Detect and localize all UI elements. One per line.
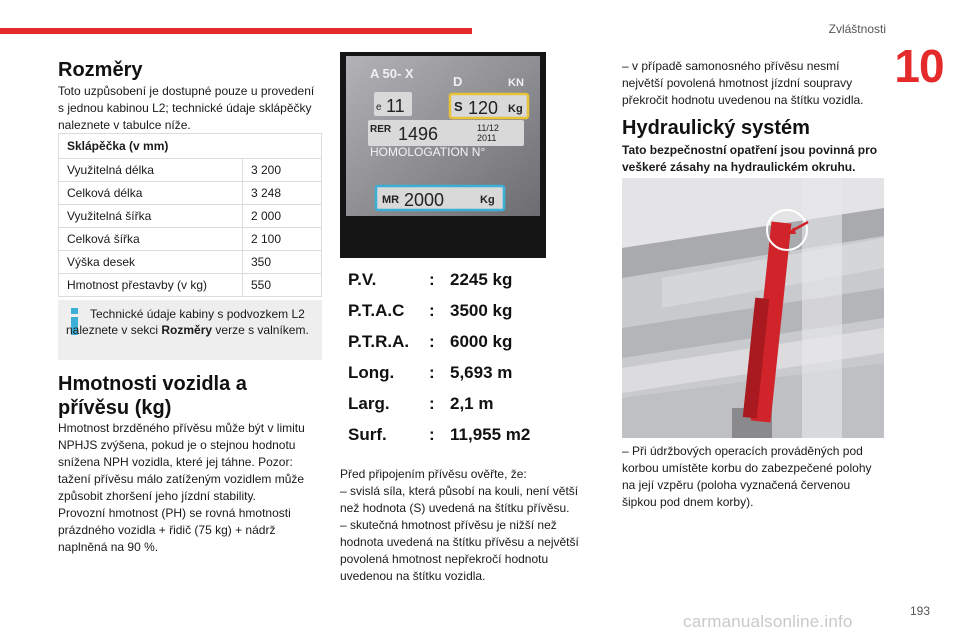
spec-label: Larg. [348,394,390,413]
row-value: 550 [243,274,322,297]
masses-paragraph: Hmotnost brzděného přívěsu může být v limitu NPHJS zvýšena, pokud je o stejnou hodnotu snížena NPH vozidla, které jej táhne. Pozor: tažení přívěsu málo zatíženým vozidlem může způsobit zhoršení jeho jízdní stability. [58,421,305,503]
plate-a-label: A 50- X [370,66,414,81]
vehicle-plate-photo [340,52,546,258]
dimensions-intro: Toto uzpůsobení je dostupné pouze u provedení s jednou kabinou L2; technické údaje sklápěčky naleznete v tabulce níže. [58,84,315,132]
info-text-part: Technické údaje kabiny s podvozkem L2 naleznete v sekci [66,307,305,337]
spec-row [348,425,578,456]
header-red-bar [0,28,472,34]
spec-label: P.V. [348,270,377,289]
chapter-number: 10 [894,40,944,92]
table-header-row [59,134,322,159]
table-row [59,159,322,182]
spec-label: P.T.R.A. [348,332,410,351]
row-value: 350 [243,251,322,274]
table-row [59,274,322,297]
row-value: 2 000 [243,205,322,228]
row-value: 3 248 [243,182,322,205]
section-title: Zvláštnosti [828,22,886,36]
masses-paragraph: Provozní hmotnost (PH) se rovná hmotnosti prázdného vozidla + řidič (75 kg) + nádrž naplněná na 90 %. [58,506,291,554]
plate-kg-label: Kg [508,103,523,115]
vehicle-spec-list [348,270,578,456]
spec-row [348,363,578,394]
table-row [59,182,322,205]
page-number: 193 [909,604,930,618]
dimensions-heading: Rozměry [58,59,143,81]
maintenance-note: – Při údržbových operacích prováděných pod korbou umístěte korbu do zabezpečené polohy na její vzpěru (poloha vyznačená červenou šipkou pod dnem korby). [622,444,872,509]
table-row [59,228,322,251]
spec-row [348,394,578,425]
plate-s-value: 120 [468,98,499,118]
info-text-part: verze s valníkem. [212,323,309,337]
spec-row [348,270,578,301]
check-item: – skutečná hmotnost přívěsu je nižší než hodnota uvedená na štítku přívěsu a největší povolená hmotnost nepřekročí hodnotu uvedenou na štítku vozidla. [340,518,579,583]
info-box [58,300,322,360]
plate-e-label: e [376,102,382,113]
spec-value: 2245 kg [450,270,513,289]
tipper-strut-photo [622,178,884,438]
masses-text [58,420,322,556]
plate-date-bottom: 2011 [477,133,497,143]
hydraulic-heading: Hydraulický systém [622,117,810,139]
spec-colon: : [429,332,435,351]
spec-label: Surf. [348,425,387,444]
plate-mr-value: 2000 [404,190,445,210]
hydraulic-warning: Tato bezpečnostní opatření jsou povinná pro veškeré zásahy na hydraulickém okruhu. [622,143,878,174]
spec-value: 3500 kg [450,301,513,320]
plate-mr-kg: Kg [480,194,495,206]
watermark: carmanualsonline.info [683,612,853,631]
spec-row [348,332,578,363]
spec-colon: : [429,363,435,382]
dimensions-table [58,133,322,297]
row-label: Celková šířka [59,228,243,251]
trailer-note: – v případě samonosného přívěsu nesmí největší povolená hmotnost jízdní soupravy překročit hodnotu uvedenou na štítku vozidla. [622,59,864,107]
plate-mr-label: MR [382,194,400,206]
table-row [59,205,322,228]
table-row [59,251,322,274]
spec-value: 6000 kg [450,332,513,351]
spec-value: 2,1 m [450,394,494,413]
spec-colon: : [429,425,435,444]
table-header: Sklápěčka (v mm) [59,134,322,159]
row-label: Výška desek [59,251,243,274]
row-label: Využitelná šířka [59,205,243,228]
plate-date-top: 11/12 [477,123,499,133]
plate-s-label: S [454,99,463,114]
row-label: Využitelná délka [59,159,243,182]
info-text [66,306,314,338]
spec-row [348,301,578,332]
check-intro: Před připojením přívěsu ověřte, že: [340,467,527,481]
row-label: Celková délka [59,182,243,205]
masses-heading: Hmotnosti vozidla a přívěsu (kg) [58,373,247,419]
plate-rer-label: RER [370,124,392,135]
spec-colon: : [429,394,435,413]
spec-value: 5,693 m [450,363,513,382]
plate-d-label: D [453,74,463,89]
check-item: – svislá síla, která působí na kouli, není větší než hodnota (S) uvedená na štítku přívěsu. [340,484,579,515]
plate-homologation: HOMOLOGATION N° [370,145,486,159]
plate-rer-value: 1496 [398,124,439,144]
spec-colon: : [429,301,435,320]
info-text-bold: Rozměry [161,323,213,337]
spec-label: Long. [348,363,395,382]
spec-label: P.T.A.C [348,301,405,320]
plate-e-value: 11 [386,96,405,116]
row-label: Hmotnost přestavby (v kg) [59,274,243,297]
spec-value: 11,955 m2 [450,425,531,444]
trailer-check-text [340,466,590,585]
plate-kn-label: KN [508,77,524,89]
row-value: 2 100 [243,228,322,251]
row-value: 3 200 [243,159,322,182]
spec-colon: : [429,270,435,289]
